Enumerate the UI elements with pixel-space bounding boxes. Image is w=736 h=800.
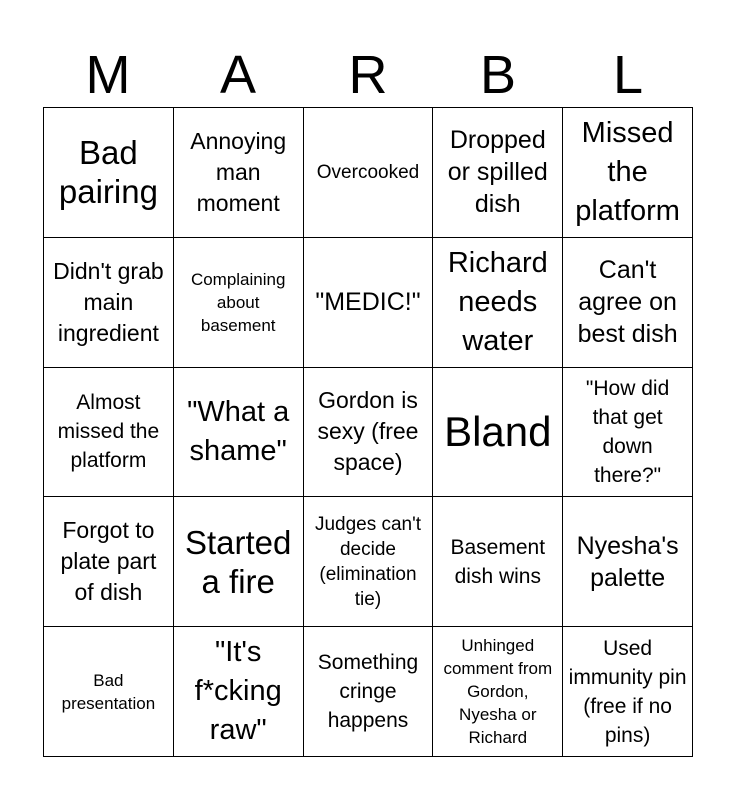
bingo-cell[interactable] — [563, 108, 693, 238]
cell-text: Dropped or spilled dish — [447, 126, 548, 219]
cell-text: Bad pairing — [58, 134, 158, 211]
cell-text: Basement dish wins — [450, 535, 546, 588]
cell-text: Richard needs water — [447, 246, 548, 357]
bingo-cell[interactable] — [174, 238, 304, 368]
bingo-cell[interactable] — [44, 497, 174, 627]
cell-text: Missed the platform — [575, 116, 680, 227]
cell-text: Bland — [444, 407, 552, 455]
bingo-grid — [43, 107, 693, 757]
bingo-cell[interactable] — [304, 368, 434, 498]
bingo-cell[interactable] — [563, 368, 693, 498]
bingo-cell[interactable] — [304, 108, 434, 238]
bingo-cell[interactable] — [433, 627, 563, 757]
cell-text: Overcooked — [316, 161, 420, 183]
cell-text: Gordon is sexy (free space) — [317, 387, 419, 476]
bingo-cell[interactable] — [433, 497, 563, 627]
cell-text: Judges can't decide (elimination tie) — [314, 513, 422, 610]
bingo-cell[interactable] — [174, 627, 304, 757]
cell-text: "MEDIC!" — [315, 288, 421, 317]
bingo-cell[interactable] — [44, 368, 174, 498]
bingo-cell[interactable] — [563, 238, 693, 368]
cell-text: "What a shame" — [187, 395, 290, 467]
bingo-cell[interactable] — [44, 108, 174, 238]
bingo-cell[interactable] — [433, 368, 563, 498]
bingo-cell[interactable] — [304, 627, 434, 757]
bingo-cell[interactable] — [44, 627, 174, 757]
cell-text: Something cringe happens — [317, 651, 419, 733]
cell-text: Can't agree on best dish — [577, 256, 678, 349]
cell-text: Forgot to plate part of dish — [60, 517, 157, 606]
bingo-cell[interactable] — [433, 238, 563, 368]
cell-text: "How did that get down there?" — [585, 376, 670, 487]
bingo-cell[interactable] — [174, 108, 304, 238]
bingo-cell[interactable] — [304, 238, 434, 368]
bingo-cell[interactable] — [563, 497, 693, 627]
header-letter-m: M — [85, 45, 131, 105]
bingo-cell[interactable] — [433, 108, 563, 238]
header-letter-r: R — [348, 45, 388, 105]
header-letter-a: A — [219, 45, 257, 105]
cell-text: Unhinged comment from Gordon, Nyesha or Richard — [443, 636, 553, 748]
cell-text: Complaining about basement — [190, 269, 286, 335]
bingo-cell[interactable] — [174, 368, 304, 498]
cell-text: Used immunity pin (free if no pins) — [568, 636, 687, 747]
bingo-cell[interactable] — [304, 497, 434, 627]
cell-text: Almost missed the platform — [57, 391, 160, 473]
cell-text: Annoying man moment — [190, 127, 287, 216]
bingo-cell[interactable] — [44, 238, 174, 368]
header-letter-b: B — [479, 45, 517, 105]
bingo-cell[interactable] — [174, 497, 304, 627]
bingo-cell[interactable] — [563, 627, 693, 757]
header-letter-l: L — [612, 45, 644, 105]
cell-text: Didn't grab main ingredient — [53, 257, 164, 346]
cell-text: Bad presentation — [61, 670, 156, 713]
cell-text: Started a fire — [184, 523, 292, 600]
cell-text: "It's f*cking raw" — [194, 636, 282, 747]
bingo-header — [43, 44, 693, 106]
cell-text: Nyesha's palette — [576, 531, 679, 592]
